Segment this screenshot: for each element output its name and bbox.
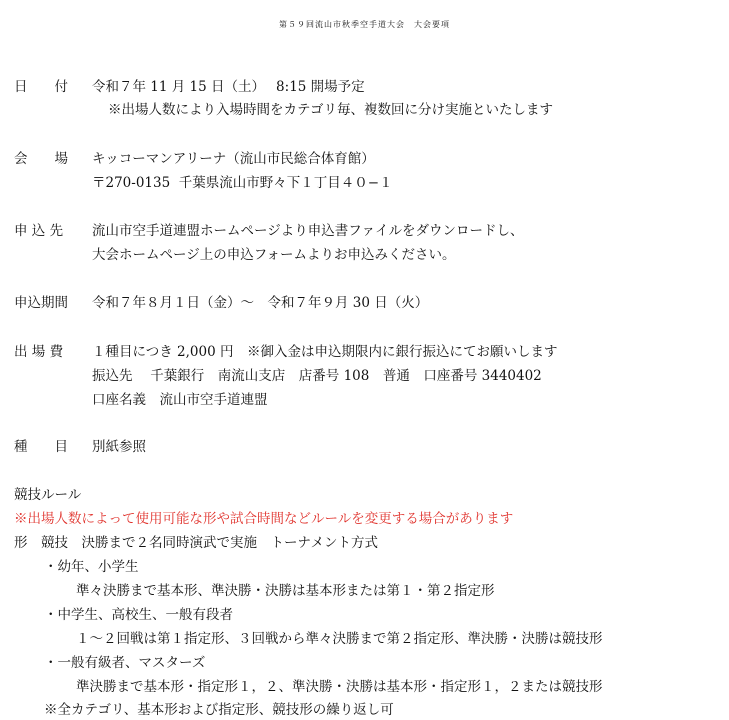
group-dan-detail: １〜２回戦は第１指定形、３回戦から準々決勝まで第２指定形、準決勝・決勝は競技形 <box>76 631 603 647</box>
rules-notice: ※出場人数によって使用可能な形や試合時間などルールを変更する場合があります <box>14 511 514 527</box>
date-note: ※出場人数により入場時間をカテゴリ毎、複数回に分け実施といたします <box>108 102 553 118</box>
group-youth: ・幼年、小学生 <box>44 559 139 575</box>
fee-amount: １種目につき 2,000 円 ※御入金は申込期限内に銀行振込にてお願いします <box>92 344 558 360</box>
group-dan: ・中学生、高校生、一般有段者 <box>44 607 233 623</box>
group-youth-detail: 準々決勝まで基本形、準決勝・決勝は基本形または第１・第２指定形 <box>76 583 495 599</box>
apply-label: 申 込 先 <box>14 223 64 239</box>
date-value: 令和７年 11 月 15 日（土） 8:15 開場予定 <box>92 79 365 95</box>
page-title: 第５９回流山市秋季空手道大会 大会要項 <box>279 20 450 29</box>
group-kyu: ・一般有級者、マスターズ <box>44 655 206 671</box>
venue-label: 会 場 <box>14 151 68 167</box>
date-label: 日 付 <box>14 79 68 95</box>
rules-footnote: ※全カテゴリ、基本形および指定形、競技形の繰り返し可 <box>44 702 394 718</box>
venue-address: 〒270-0135 千葉県流山市野々下１丁目４０−１ <box>92 175 393 191</box>
period-label: 申込期間 <box>14 295 68 311</box>
events-label: 種 目 <box>14 439 68 455</box>
period-value: 令和７年８月１日（金）〜 令和７年９月 30 日（火） <box>92 295 429 311</box>
apply-line-2: 大会ホームページ上の申込フォームよりお申込みください。 <box>92 247 456 263</box>
venue-name: キッコーマンアリーナ（流山市民総合体育館） <box>92 151 375 167</box>
fee-label: 出 場 費 <box>14 344 64 360</box>
apply-line-1: 流山市空手道連盟ホームページより申込書ファイルをダウンロードし、 <box>92 223 524 239</box>
events-value: 別紙参照 <box>92 439 146 455</box>
kata-format: 形 競技 決勝まで２名同時演武で実施 トーナメント方式 <box>14 535 378 551</box>
fee-bank: 振込先 千葉銀行 南流山支店 店番号 108 普通 口座番号 3440402 <box>92 368 542 384</box>
rules-heading: 競技ルール <box>14 487 82 503</box>
fee-account-holder: 口座名義 流山市空手道連盟 <box>92 392 268 408</box>
group-kyu-detail: 準決勝まで基本形・指定形１，２、準決勝・決勝は基本形・指定形１，２または競技形 <box>76 679 603 695</box>
